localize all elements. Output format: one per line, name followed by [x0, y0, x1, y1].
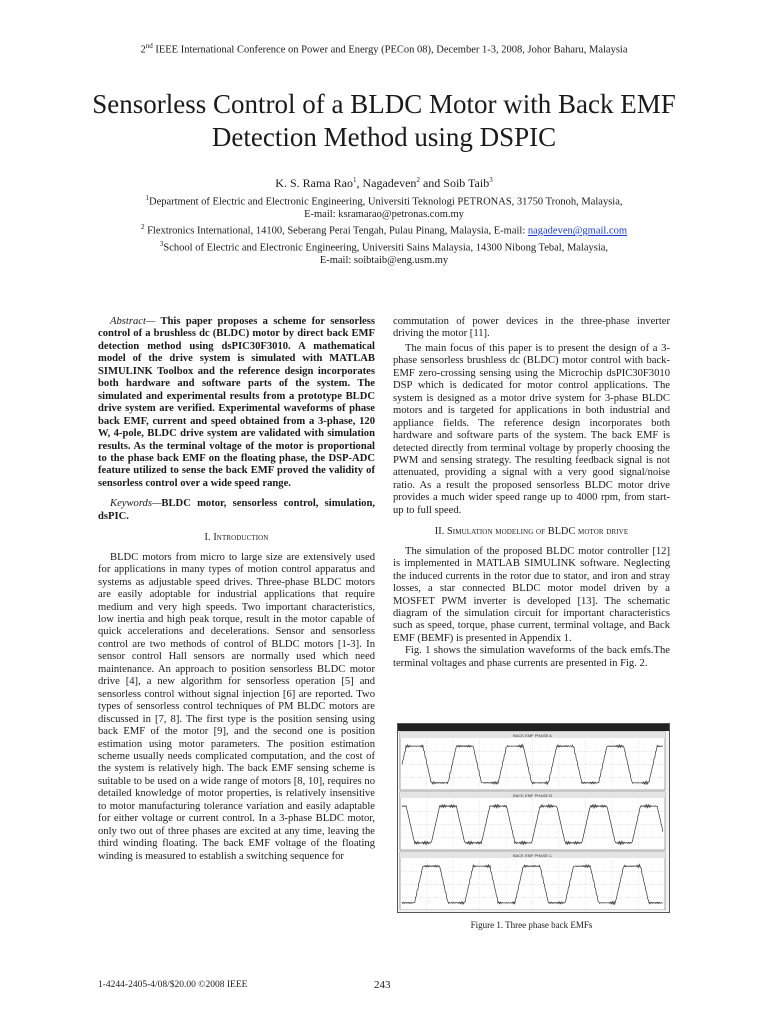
panel-title: BACK EMF PHASE B — [513, 792, 552, 798]
affiliation-3-text: School of Electric and Electronic Engineering, Universiti Sains Malaysia, 14300 Nibong Tebal, Malaysia, — [163, 242, 609, 254]
affiliation-3-email: E-mail: soibtaib@eng.usm.my — [319, 255, 449, 267]
right-paragraph-2: The main focus of this paper is to present the design of a 3-phase sensorless brushless dc (BLDC) motor control with back-EMF zero-crossing sensing using the Microchip dsPIC30F3010 DSP which is dedicated for motor control applications. The system is designed as a motor drive system for 3-phase BLDC motors and is targeted for applications in both industrial and appliance fields. The reference design incorporates both hardware and software parts of the system. The back EMF is detected directly from terminal voltage by properly choosing the PWM and sensing strategy. The resulting feedback signal is not attenuated, providing a signal with a very good signal/noise ratio. As a result the proposed sensorless BLDC motor drive provides a much wider speed range up to 4000 rpm, from start-up to full speed. — [393, 342, 670, 516]
back-emf-waveforms — [398, 731, 667, 910]
conference-header — [0, 42, 768, 56]
right-column — [393, 316, 670, 670]
panel-title: BACK EMF PHASE A — [513, 732, 552, 738]
paper-title: Sensorless Control of a BLDC Motor with Back EMF Detection Method using DSPIC — [92, 89, 676, 152]
right-paragraph-4: Fig. 1 shows the simulation waveforms of the back emfs.The terminal voltages and phase currents are presented in Fig. 2. — [393, 645, 670, 669]
figure-1-caption: Figure 1. Three phase back EMFs — [470, 920, 593, 930]
abstract-lead: Abstract— — [110, 316, 156, 327]
affiliation-1-mark: 1 — [145, 194, 149, 202]
left-column — [98, 316, 375, 863]
scope-toolbar — [398, 724, 669, 731]
conf-ordinal-suffix: nd — [145, 42, 153, 50]
author-3: and Soib Taib — [419, 176, 490, 190]
conf-ordinal: 2 — [140, 44, 146, 56]
affiliation-2 — [90, 221, 678, 238]
section-heading-simulation: II. Simulation modeling of BLDC motor drive — [434, 526, 629, 538]
affiliation-2-mark: 2 — [140, 223, 145, 232]
figure-1-back-emf-plot — [397, 723, 670, 913]
author-3-mark: 3 — [489, 176, 493, 184]
abstract-text: This paper proposes a scheme for sensorless control of a brushless dc (BLDC) motor by direct back EMF detection method using dsPIC30F3010. A mathematical model of the drive system is simulated with MATLAB SIMULINK Toolbox and the reference design incorporates both hardware and software parts of the system. The simulated and experimental results from a prototype BLDC drive system are verified. Experimental waveforms of phase back EMF, current and speed obtained from a 3-phase, 120 W, 4-pole, BLDC drive system are validated with simulation results. As the terminal voltage of the motor is proportional to the phase back EMF on the floating phase, the DSP-ADC feature utilized to sense the back EMF proved the validity of sensorless control over a wide speed range. — [98, 316, 375, 489]
page-number: 243 — [374, 979, 391, 991]
email-link[interactable]: nagadeven@gmail.com — [527, 225, 628, 237]
conf-text: IEEE International Conference on Power and Energy (PECon 08), December 1-3, 2008, Johor Baharu, Malaysia — [152, 44, 628, 56]
section-heading-introduction: I. Introduction — [204, 532, 269, 544]
author-2: , Nagadeven — [356, 176, 417, 190]
affiliation-3-mark: 3 — [159, 240, 164, 249]
right-paragraph-3: The simulation of the proposed BLDC motor controller [12] is implemented in MATLAB SIMULINK software. Neglecting the induced currents in the rotor due to stator, and iron and stray losses, a star connected BLDC motor model driven by a MOSFET PWM inverter is developed [13]. The schematic diagram of the simulation circuit for important characteristics such as speed, torque, phase current, terminal voltage, and Back EMF (BEMF) is presented in Appendix 1. — [393, 545, 670, 644]
author-1: K. S. Rama Rao — [275, 176, 353, 190]
keywords — [98, 498, 375, 523]
right-paragraph-1: commutation of power devices in the three-phase inverter driving the motor [11]. — [393, 316, 670, 340]
panel-title: BACK EMF PHASE C — [512, 852, 553, 858]
affiliations — [90, 192, 678, 268]
affiliation-1-email: E-mail: ksramarao@petronas.com.my — [304, 208, 464, 220]
keywords-lead: Keywords— — [110, 498, 162, 510]
author-list — [0, 176, 768, 191]
affiliation-1 — [90, 192, 678, 209]
abstract — [98, 316, 375, 490]
author-2-mark: 2 — [416, 176, 420, 184]
affiliation-2-text: Flextronics International, 14100, Seberang Perai Tengah, Pulau Pinang, Malaysia, E-mail: — [144, 225, 528, 237]
keywords-text: BLDC motor, sensorless control, simulation, dsPIC. — [98, 498, 375, 522]
affiliation-1-text: Department of Electric and Electronic Engineering, Universiti Teknologi PETRONAS, 31750 Tronoh, Malaysia, — [148, 196, 623, 208]
author-1-mark: 1 — [352, 176, 357, 184]
affiliation-3 — [90, 238, 678, 255]
copyright-line: 1-4244-2405-4/08/$20.00 ©2008 IEEE — [98, 980, 248, 990]
introduction-paragraph: BLDC motors from micro to large size are extensively used for applications in many types of motion control apparatus and systems as adjustable speed drives. Three-phase BLDC motors are easily adoptable for industrial applications that require medium and very high speeds. Two important characteristics, low inertia and high peak torque, result in the motor capable of quick accelerations and decelerations. Sensor and sensorless control are two methods of control of BLDC motors [1-3]. In sensor control Hall sensors are normally used which need maintenance. An approach to position sensorless BLDC motor drive [4], a new algorithm for sensorless operation [5] and sensorless control without signal injection [6] are reported. Two types of sensorless control techniques of PM BLDC motors are discussed in [7, 8]. The first type is the position sensing using back EMF of the motor [9], and the second one is position estimation using motor parameters. The position estimation scheme usually needs complicated computation, and the cost of the system is relatively high. The back EMF sensing scheme is suitable to be used on a wide range of motors [8, 10], requires no detailed knowledge of motor properties, is relatively insensitive to motor manufacturing tolerance variation and easily adaptable for either voltage or current control. In a 3-phase BLDC motor, only two out of three phases are excited at any time, leaving the third winding floating. The back EMF voltage of the floating winding is measured to establish a switching sequence for — [98, 551, 375, 862]
